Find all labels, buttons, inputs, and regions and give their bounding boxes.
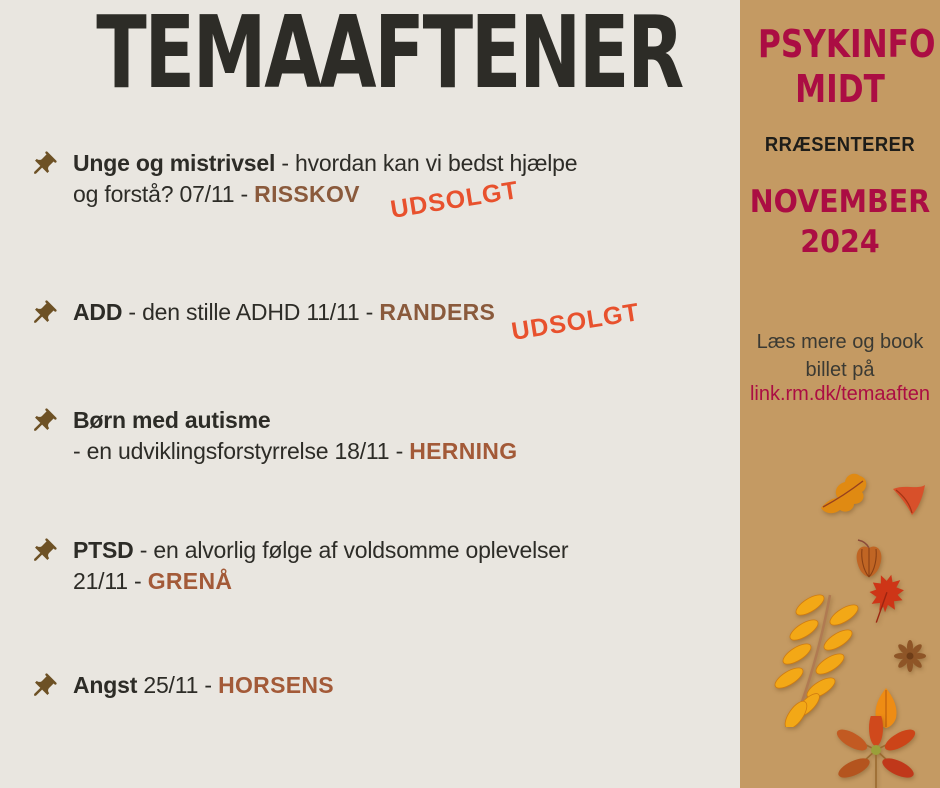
event-title: ADD [73,299,123,325]
brand-name [758,22,936,112]
sold-out-badge: UDSOLGT [388,176,521,224]
pushpin-icon [28,299,58,329]
event-location: HERNING [409,438,518,464]
event-item-ptsd [28,535,568,597]
event-title: Angst [73,672,138,698]
event-text: - en alvorlig følge af voldsomme oplevelser [133,537,569,563]
event-title: Unge og mistrivsel [73,150,276,176]
month-heading [748,182,932,262]
event-text: 21/11 - [73,568,148,594]
event-text: - den stille ADHD 11/11 - [122,299,380,325]
event-location: RISSKOV [254,181,360,207]
event-item-boern-med-autisme [28,405,517,467]
event-title: PTSD [73,537,134,563]
brand-line-2: MIDT [795,67,885,111]
leaf-fragment-icon [891,483,927,517]
pushpin-icon [28,407,58,437]
month-line-1: NOVEMBER [749,184,931,220]
event-location: GRENÅ [147,568,233,594]
event-text: 25/11 - [137,672,219,698]
event-text: og forstå? 07/11 - [73,181,255,207]
event-title: Børn med autisme [73,407,271,433]
event-item-add [28,297,642,346]
sidebar [740,0,940,788]
cta-text [740,328,940,384]
rowan-leaf-icon [772,593,864,727]
sold-out-badge: UDSOLGT [509,298,642,346]
pushpin-icon [28,537,58,567]
event-location: HORSENS [218,672,334,698]
event-text: - en udviklingsforstyrrelse 18/11 - [73,438,410,464]
event-item-angst [28,670,334,702]
oak-leaf-icon [818,470,870,518]
maple-leaf-icon [860,572,910,628]
pushpin-icon [28,672,58,702]
event-item-unge-og-mistrivsel [28,148,578,224]
month-line-2: 2024 [800,224,880,260]
creeper-leaf-icon [832,716,920,788]
event-text: - hvordan kan vi bedst hjælpe [275,150,578,176]
star-anise-icon [894,640,926,672]
page-title: TEMAAFTENER [96,0,683,111]
brand-line-1: PSYKINFO [758,22,936,66]
cta-line-2: billet på [805,359,875,381]
presents-label: RRÆSENTERER [764,134,916,156]
event-location: RANDERS [379,299,496,325]
cta-line-1: Læs mere og book [756,331,924,353]
pushpin-icon [28,150,58,180]
booking-link[interactable]: link.rm.dk/temaaften [749,383,931,405]
